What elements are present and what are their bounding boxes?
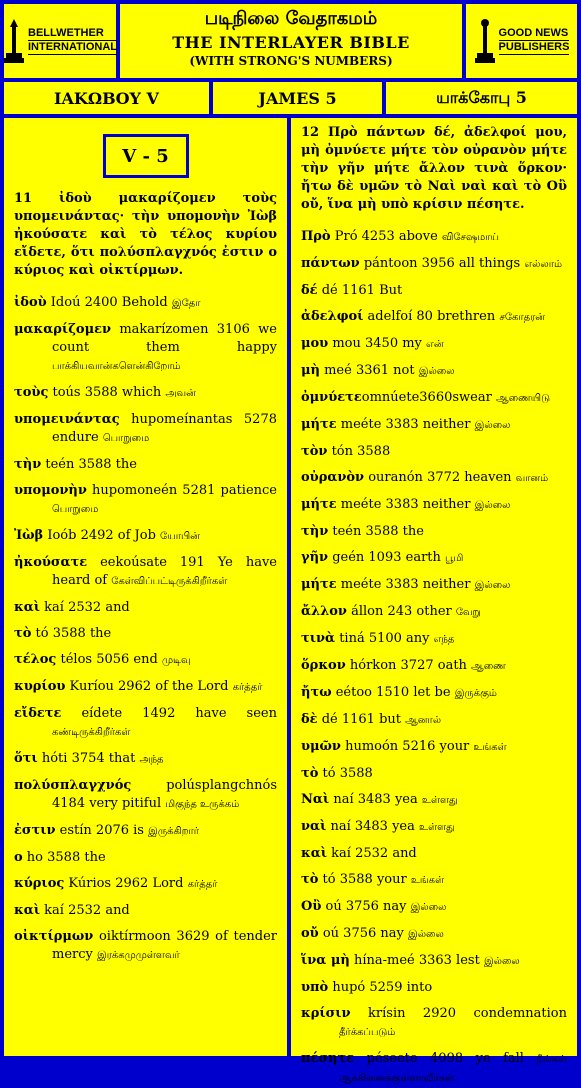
transliteration-gloss: hupomeínantas 5278 endure (52, 412, 277, 445)
right-word-entry (301, 496, 567, 515)
greek-word: οὐρανὸν (301, 470, 365, 485)
right-word-entry (301, 845, 567, 863)
left-word-entry (14, 554, 277, 591)
title-tamil: படிநிலை வேதாகமம் (204, 8, 378, 29)
transliteration-gloss: oiktírmoon 3629 of tender mercy (52, 929, 277, 962)
transliteration-gloss: ho 3588 the (22, 850, 106, 865)
greek-word: ὅρκον (301, 658, 346, 673)
right-word-entry (301, 657, 567, 676)
greek-word: Ἰὼβ (14, 528, 44, 543)
left-word-entry (14, 411, 277, 448)
left-word-list (14, 294, 277, 965)
tamil-gloss: ஆணை (471, 661, 506, 672)
transliteration-gloss: Kuríou 2962 of the Lord (65, 679, 233, 694)
tamil-gloss: ஆனால் (405, 715, 441, 726)
transliteration-gloss: hupó 5259 into (328, 980, 433, 995)
nav-english (213, 82, 382, 114)
good-news-icon (474, 19, 496, 63)
transliteration-gloss: hína-meé 3363 lest (349, 953, 484, 968)
left-word-entry (14, 482, 277, 519)
tamil-gloss: உங்கள் (410, 875, 445, 886)
right-word-entry (301, 308, 567, 327)
greek-word: γῆν (301, 550, 329, 565)
greek-word: δὲ (301, 712, 318, 727)
greek-word: μὴ (301, 363, 320, 378)
transliteration-gloss: Kúrios 2962 Lord (64, 876, 188, 891)
tamil-gloss: கேள்விப்பட்டிருக்கிறீர்கள் (111, 576, 228, 587)
tamil-gloss: மிகுந்த உருக்கம் (165, 799, 240, 810)
tamil-gloss: கர்த்தர் (232, 682, 263, 693)
right-word-entry (301, 255, 567, 274)
right-word-entry (301, 711, 567, 730)
greek-word: τινὰ (301, 631, 336, 646)
left-word-entry (14, 599, 277, 617)
tamil-gloss: கண்டிருக்கிறீர்கள் (52, 727, 131, 738)
nav-tamil (386, 82, 577, 114)
greek-word: τὸν (301, 444, 328, 459)
right-word-entry (301, 738, 567, 757)
left-word-entry (14, 902, 277, 920)
greek-word: καὶ (301, 846, 328, 861)
right-logo-line2: PUBLISHERS (498, 41, 570, 53)
left-word-entry (14, 625, 277, 643)
greek-word: καὶ (14, 600, 41, 615)
right-column (291, 118, 577, 1084)
transliteration-gloss: hórkon 3727 oath (345, 658, 472, 673)
greek-word: πολύσπλαγχνός (14, 778, 132, 793)
tamil-gloss: என் (426, 339, 444, 350)
tamil-gloss: ஆணையிடு (495, 393, 550, 404)
tamil-gloss: இரக்கமுமுள்ளவர் (97, 950, 180, 961)
transliteration-gloss: humoón 5216 your (340, 739, 474, 754)
tamil-gloss: எந்த (433, 634, 455, 645)
tamil-gloss: கர்த்தர் (187, 879, 218, 890)
tamil-gloss: அந்த (139, 754, 164, 765)
right-logo (466, 4, 577, 78)
transliteration-gloss: tiná 5100 any (335, 631, 434, 646)
transliteration-gloss: naí 3483 yea (326, 819, 420, 834)
transliteration-gloss: meéte 3383 neither (336, 577, 475, 592)
right-word-entry (301, 925, 567, 944)
right-logo-line1: GOOD NEWS (498, 27, 569, 39)
transliteration-gloss: télos 5056 end (56, 652, 162, 667)
left-word-entry (14, 822, 277, 841)
transliteration-gloss: adelfoí 80 brethren (363, 309, 500, 324)
greek-word: υμῶν (301, 739, 341, 754)
tamil-gloss: எல்லாம் (524, 259, 563, 270)
tamil-gloss: தீர்க்கப்படும் (339, 1027, 396, 1038)
transliteration-gloss: makarízomen 3106 we count them happy (52, 322, 277, 355)
left-word-entry (14, 777, 277, 814)
tamil-gloss: விசேஷமாய் (441, 232, 499, 243)
tamil-gloss: அவன் (165, 388, 196, 399)
right-word-entry (301, 603, 567, 622)
left-word-entry (14, 456, 277, 474)
transliteration-gloss: hóti 3754 that (37, 751, 140, 766)
right-word-list (301, 228, 567, 1088)
greek-word: ἰδοὺ (14, 295, 47, 310)
transliteration-gloss: oú 3756 nay (321, 899, 411, 914)
greek-word: τὸ (14, 626, 32, 641)
title-subtitle: (WITH STRONG'S NUMBERS) (189, 54, 393, 68)
right-word-entry (301, 1050, 567, 1088)
right-word-entry (301, 549, 567, 568)
transliteration-gloss: meé 3361 not (319, 363, 419, 378)
greek-word: οἰκτίρμων (14, 929, 94, 944)
transliteration-gloss: állon 243 other (346, 604, 456, 619)
tamil-gloss: பொறுமை (52, 504, 99, 515)
bellwether-icon (3, 19, 25, 63)
transliteration-gloss: kaí 2532 and (40, 903, 130, 918)
right-word-entry (301, 765, 567, 783)
right-word-entry (301, 871, 567, 890)
nav-english-label: JAMES 5 (258, 88, 337, 108)
tamil-gloss: பாக்கியவான்களென்கிறோம் (52, 361, 181, 372)
left-word-entry (14, 384, 277, 403)
right-word-entry (301, 228, 567, 247)
right-word-entry (301, 335, 567, 354)
transliteration-gloss: eétoo 1510 let be (331, 685, 455, 700)
title-english: THE INTERLAYER BIBLE (172, 33, 410, 52)
right-word-entry (301, 630, 567, 649)
transliteration-gloss: estín 2076 is (55, 823, 149, 838)
verse-12-text: 12 Πρὸ πάντων δέ, ἀδελφοί μου, μὴ ὀμνύετε μήτε τὸν οὐρανὸν μήτε τὴν γῆν μήτε ἄλλον τινὰ ὅρκον· ἤτω δὲ υμῶν τὸ Ναὶ ναὶ καὶ τὸ Οὒ οὔ, ἵνα μὴ υπὸ κρίσιν πέσητε. (301, 125, 567, 212)
greek-word: τὸ (301, 766, 319, 781)
transliteration-gloss: meéte 3383 neither (336, 497, 475, 512)
greek-word: τὴν (14, 457, 42, 472)
tamil-gloss: உங்கள் (473, 742, 507, 753)
greek-word: μήτε (301, 417, 337, 432)
right-word-entry (301, 416, 567, 435)
greek-word: Οὒ (301, 899, 322, 914)
greek-word: κρίσιν (301, 1006, 351, 1021)
transliteration-gloss: teén 3588 the (41, 457, 137, 472)
transliteration-gloss: kaí 2532 and (327, 846, 417, 861)
tamil-gloss: இல்லை (407, 929, 444, 940)
left-logo-line2: INTERNATIONAL (28, 41, 118, 53)
tamil-gloss: யோபின் (160, 531, 200, 542)
greek-word: ἐστιν (14, 823, 56, 838)
tamil-gloss: இருக்கிறார் (148, 826, 199, 837)
right-word-entry (301, 523, 567, 541)
right-word-entry (301, 469, 567, 488)
greek-word: τὸ (301, 872, 319, 887)
transliteration-gloss: toús 3588 which (48, 385, 166, 400)
tamil-gloss: இல்லை (474, 580, 511, 591)
right-word-entry (301, 791, 567, 810)
transliteration-gloss: oú 3756 nay (318, 926, 408, 941)
greek-word: ἀδελφοί (301, 309, 364, 324)
greek-word: ἄλλον (301, 604, 347, 619)
greek-word: εἴδετε (14, 706, 62, 721)
greek-word: τὴν (301, 524, 329, 539)
transliteration-gloss: mou 3450 my (328, 336, 427, 351)
greek-word: Πρὸ (301, 229, 331, 244)
transliteration-gloss: eekoúsate 191 Ye have heard of (52, 555, 277, 588)
left-word-entry (14, 875, 277, 894)
transliteration-gloss: eídete 1492 have seen (61, 706, 277, 721)
greek-word: κύριος (14, 876, 65, 891)
transliteration-gloss: geén 1093 earth (328, 550, 446, 565)
tamil-gloss: வானம் (515, 473, 549, 484)
left-word-entry (14, 321, 277, 376)
greek-word: ἤτω (301, 685, 332, 700)
left-word-entry (14, 705, 277, 742)
tamil-gloss: இல்லை (410, 902, 447, 913)
greek-word: Ναὶ (301, 792, 330, 807)
transliteration-gloss: kaí 2532 and (40, 600, 130, 615)
nav-tamil-label: யாக்கோபு 5 (436, 87, 527, 107)
tamil-gloss: இதோ (171, 298, 201, 309)
greek-word: δέ (301, 283, 318, 298)
left-word-entry (14, 849, 277, 867)
transliteration-gloss: Ioób 2492 of Job (43, 528, 161, 543)
nav-greek-label: ΙΑΚΩΒΟΥ V (54, 88, 159, 108)
transliteration-gloss: Idoú 2400 Behold (46, 295, 172, 310)
transliteration-gloss: omnúete3660swear (361, 390, 496, 405)
greek-word: ὀμνύετε (301, 390, 362, 405)
left-logo (4, 4, 116, 78)
transliteration-gloss: tón 3588 (327, 444, 391, 459)
chapter-box (103, 134, 189, 178)
transliteration-gloss: meéte 3383 neither (336, 417, 475, 432)
greek-word: μήτε (301, 577, 337, 592)
left-word-entry (14, 294, 277, 313)
transliteration-gloss: naí 3483 yea (329, 792, 422, 807)
greek-word: οὔ (301, 926, 319, 941)
title-block (120, 4, 462, 78)
greek-word: υπομονὴν (14, 483, 87, 498)
greek-word: ἵνα μὴ (301, 953, 350, 968)
left-column (4, 118, 287, 1056)
greek-word: ναὶ (301, 819, 327, 834)
tamil-gloss: இல்லை (474, 420, 511, 431)
tamil-gloss: உள்ளது (421, 795, 458, 806)
greek-word: ο (14, 850, 23, 865)
greek-word: υπὸ (301, 980, 329, 995)
greek-word: τοὺς (14, 385, 49, 400)
greek-word: μήτε (301, 497, 337, 512)
right-word-entry (301, 576, 567, 595)
left-word-entry (14, 651, 277, 670)
tamil-gloss: இல்லை (418, 366, 455, 377)
tamil-gloss: பூமி (445, 553, 464, 564)
transliteration-gloss: pántoon 3956 all things (359, 256, 525, 271)
greek-word: ἠκούσατε (14, 555, 88, 570)
right-word-entry (301, 952, 567, 971)
greek-word: μου (301, 336, 329, 351)
transliteration-gloss: dé 1161 but (317, 712, 406, 727)
transliteration-gloss: tó 3588 (318, 766, 373, 781)
tamil-gloss: நீங்கள் ஆக்கினைக்குள்ளாவீர்கள் (339, 1054, 567, 1084)
right-word-entry (301, 362, 567, 381)
greek-word: μακαρίζομεν (14, 322, 112, 337)
right-word-entry (301, 443, 567, 461)
tamil-gloss: உள்ளது (419, 822, 455, 833)
transliteration-gloss: tó 3588 your (318, 872, 411, 887)
greek-word: υπομεινάντας (14, 412, 120, 427)
transliteration-gloss: polúsplangchnós 4184 very pitiful (52, 778, 277, 811)
right-word-entry (301, 898, 567, 917)
right-word-entry (301, 979, 567, 997)
tamil-gloss: பொறுமை (102, 433, 150, 444)
right-word-entry (301, 1005, 567, 1042)
transliteration-gloss: dé 1161 But (317, 283, 403, 298)
transliteration-gloss: péseete 4098 ye fall (354, 1051, 537, 1066)
left-word-entry (14, 678, 277, 697)
left-word-entry (14, 750, 277, 769)
transliteration-gloss: teén 3588 the (328, 524, 424, 539)
transliteration-gloss: krísin 2920 condemnation (350, 1006, 567, 1021)
tamil-gloss: முடிவு (161, 655, 191, 666)
greek-word: καὶ (14, 903, 41, 918)
right-word-entry (301, 389, 567, 408)
verse-11-text: 11 ἰδοὺ μακαρίζομεν τοὺς υπομεινάντας· τὴν υπομονὴν Ἰὼβ ἠκούσατε καὶ τὸ τέλος κυρίου εἴδετε, ὅτι πολύσπλαγχνός ἐστιν ο κύριος καὶ οἰκτίρμων. (14, 191, 277, 278)
greek-word: πάντων (301, 256, 360, 271)
left-word-entry (14, 928, 277, 965)
right-word-entry (301, 684, 567, 703)
greek-word: πέσητε (301, 1051, 355, 1066)
tamil-gloss: வேறு (455, 607, 481, 618)
tamil-gloss: இல்லை (483, 956, 520, 967)
right-word-entry (301, 282, 567, 300)
greek-word: ὅτι (14, 751, 38, 766)
transliteration-gloss: ouranón 3772 heaven (364, 470, 516, 485)
transliteration-gloss: Pró 4253 above (330, 229, 442, 244)
transliteration-gloss: hupomoneén 5281 patience (86, 483, 277, 498)
nav-greek (4, 82, 209, 114)
tamil-gloss: இருக்கும் (454, 688, 497, 699)
left-logo-line1: BELLWETHER (28, 27, 117, 41)
greek-word: τέλος (14, 652, 57, 667)
tamil-gloss: இல்லை (474, 500, 511, 511)
left-word-entry (14, 527, 277, 546)
transliteration-gloss: tó 3588 the (31, 626, 112, 641)
chapter-label: V - 5 (122, 145, 169, 167)
greek-word: κυρίου (14, 679, 66, 694)
right-word-entry (301, 818, 567, 837)
tamil-gloss: சகோதரன் (499, 312, 545, 323)
